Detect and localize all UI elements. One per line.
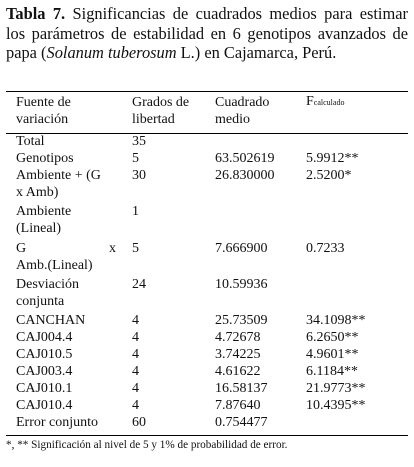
row-f: 5.9912** xyxy=(306,151,359,166)
header-f-sub: calculado xyxy=(313,98,345,107)
row-fuente-line1: Ambiente xyxy=(16,204,72,219)
row-gl: 4 xyxy=(132,364,139,379)
row-cm: 7.87640 xyxy=(215,398,261,413)
header-cuadrado-line1: Cuadrado xyxy=(215,95,270,110)
row-fuente-line2: (Lineal) xyxy=(16,221,62,236)
caption-text: Significancias de cuadrados medios para estimar los parámetros de estabilidad en 6 genotipos avanzados de papa ( xyxy=(6,4,408,62)
row-fuente: CAJ004.4 xyxy=(16,330,73,345)
header-fuente xyxy=(16,94,71,128)
row-cm: 63.502619 xyxy=(215,151,275,166)
row-fuente-line2: x Amb) xyxy=(16,185,59,200)
caption-label: Tabla 7. xyxy=(6,4,66,23)
header-fuente-line2: variación xyxy=(16,112,69,127)
row-fuente-line1: Ambiente + (G xyxy=(16,168,101,183)
row-fuente: Genotipos xyxy=(16,151,74,166)
row-fuente-g: G xyxy=(16,241,27,256)
row-f: 4.9601** xyxy=(306,347,359,362)
table-caption xyxy=(6,4,408,63)
row-f: 6.2650** xyxy=(306,330,359,345)
row-cm: 26.830000 xyxy=(215,168,275,183)
row-gl: 4 xyxy=(132,347,139,362)
row-fuente: CAJ010.4 xyxy=(16,398,73,413)
header-fuente-line1: Fuente de xyxy=(16,95,71,110)
row-fuente-x: x xyxy=(109,241,116,256)
row-cm: 0.754477 xyxy=(215,415,268,430)
header-f-main: F xyxy=(306,94,314,109)
row-f: 34.1098** xyxy=(306,313,366,328)
row-fuente: CAJ010.1 xyxy=(16,381,73,396)
table-bottom-rule xyxy=(6,435,408,436)
row-gl: 4 xyxy=(132,381,139,396)
row-f: 6.1184** xyxy=(306,364,358,379)
row-fuente: CAJ003.4 xyxy=(16,364,73,379)
row-cm: 4.72678 xyxy=(215,330,261,345)
row-f: 21.9773** xyxy=(306,381,366,396)
caption-text-end: L.) en Cajamarca, Perú. xyxy=(176,43,337,62)
row-fuente: Total xyxy=(16,134,45,149)
row-gl: 30 xyxy=(132,168,146,183)
header-grados-line1: Grados de xyxy=(132,95,190,110)
row-f: 2.5200* xyxy=(306,168,352,183)
row-f: 10.4395** xyxy=(306,398,366,413)
row-gl: 60 xyxy=(132,415,146,430)
row-gl: 1 xyxy=(132,204,139,219)
header-cuadrado xyxy=(215,94,269,128)
row-gl: 24 xyxy=(132,277,146,292)
row-cm: 16.58137 xyxy=(215,381,268,396)
row-gl: 5 xyxy=(132,151,139,166)
row-fuente-line1: Desviación xyxy=(16,277,79,292)
row-fuente: Error conjunto xyxy=(16,415,99,430)
row-fuente: CAJ010.5 xyxy=(16,347,73,362)
row-fuente-line2: conjunta xyxy=(16,294,65,309)
row-gl: 35 xyxy=(132,134,146,149)
row-cm: 3.74225 xyxy=(215,347,261,362)
row-gl: 4 xyxy=(132,330,139,345)
row-cm: 10.59936 xyxy=(215,277,268,292)
header-grados xyxy=(132,94,189,128)
row-cm: 7.666900 xyxy=(215,241,268,256)
row-fuente-line1 xyxy=(16,241,116,257)
caption-species: Solanum tuberosum xyxy=(46,43,177,62)
row-fuente-line2: Amb.(Lineal) xyxy=(16,258,93,273)
row-cm: 4.61622 xyxy=(215,364,261,379)
row-f: 0.7233 xyxy=(306,241,345,256)
table-header-rule xyxy=(6,133,408,134)
header-fcalculado xyxy=(306,94,344,111)
row-gl: 4 xyxy=(132,313,139,328)
header-grados-line2: libertad xyxy=(132,112,175,127)
header-cuadrado-line2: medio xyxy=(215,112,250,127)
table-footnote: *, ** Significación al nivel de 5 y 1% de probabilidad de error. xyxy=(6,439,288,451)
row-gl: 5 xyxy=(132,241,139,256)
table-top-rule xyxy=(6,91,408,92)
row-fuente: CANCHAN xyxy=(16,313,86,328)
row-gl: 4 xyxy=(132,398,139,413)
row-cm: 25.73509 xyxy=(215,313,268,328)
